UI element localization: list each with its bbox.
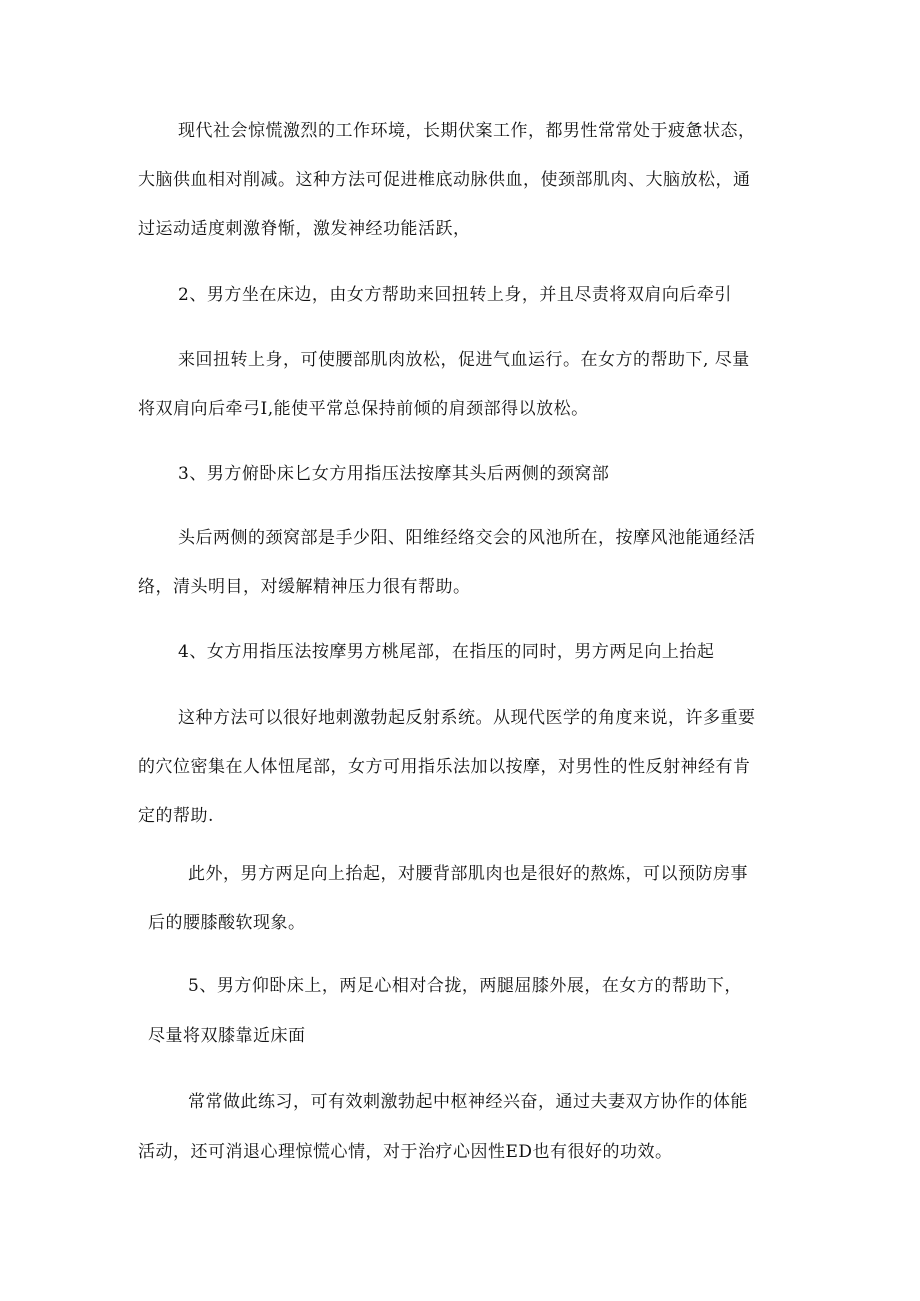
item-5-heading-line-2: 尽量将双膝靠近床面 bbox=[148, 1026, 306, 1046]
paragraph-1-line-2: 大脑供血相对削减。这种方法可促进椎底动脉供血，使颈部肌肉、大脑放松，通 bbox=[138, 170, 751, 190]
paragraph-4-line-1: 这种方法可以很好地刺激勃起反射系统。从现代医学的角度来说，许多重要 bbox=[178, 708, 756, 728]
item-5-heading-line-1: 5、男方仰卧床上，两足心相对合拢，两腿屈膝外展，在女方的帮助下， bbox=[188, 976, 742, 996]
item-4-heading: 4、女方用指压法按摩男方桃尾部，在指压的同时，男方两足向上抬起 bbox=[178, 642, 715, 662]
paragraph-4-line-2: 的穴位密集在人体忸尾部，女方可用指乐法加以按摩，对男性的性反射神经有肯 bbox=[138, 757, 751, 777]
item-3-heading: 3、男方俯卧床匕女方用指压法按摩其头后两侧的颈窝部 bbox=[178, 464, 610, 484]
paragraph-5-line-2: 后的腰膝酸软现象。 bbox=[148, 913, 306, 933]
paragraph-2-line-1: 来回扭转上身，可使腰部肌肉放松，促进气血运行。在女方的帮助下, 尽量 bbox=[178, 350, 750, 370]
paragraph-4-line-3: 定的帮助. bbox=[138, 806, 214, 826]
paragraph-6-line-2: 活动，还可消退心理惊慌心情，对于治疗心因性ED也有很好的功效。 bbox=[138, 1142, 673, 1162]
paragraph-6-line-1: 常常做此练习，可有效刺激勃起中枢神经兴奋，通过夫妻双方协作的体能 bbox=[188, 1092, 748, 1112]
paragraph-5-line-1: 此外，男方两足向上抬起，对腰背部肌肉也是很好的熬炼，可以预防房事 bbox=[188, 864, 748, 884]
paragraph-1-line-1: 现代社会惊慌激烈的工作环境，长期伏案工作，都男性常常处于疲惫状态， bbox=[178, 121, 756, 141]
paragraph-2-line-2: 将双肩向后牵弓I,能使平常总保持前倾的肩颈部得以放松。 bbox=[138, 399, 589, 419]
item-2-heading: 2、男方坐在床边，由女方帮助来回扭转上身，并且尽责将双肩向后牵引 bbox=[178, 285, 732, 305]
paragraph-3-line-2: 络，清头明目，对缓解精神压力很有帮助。 bbox=[138, 577, 471, 597]
paragraph-1-line-3: 过运动适度刺激脊惭，激发神经功能活跃， bbox=[138, 219, 471, 239]
paragraph-3-line-1: 头后两侧的颈窝部是手少阳、阳维经络交会的风池所在，按摩风池能通经活 bbox=[178, 528, 756, 548]
